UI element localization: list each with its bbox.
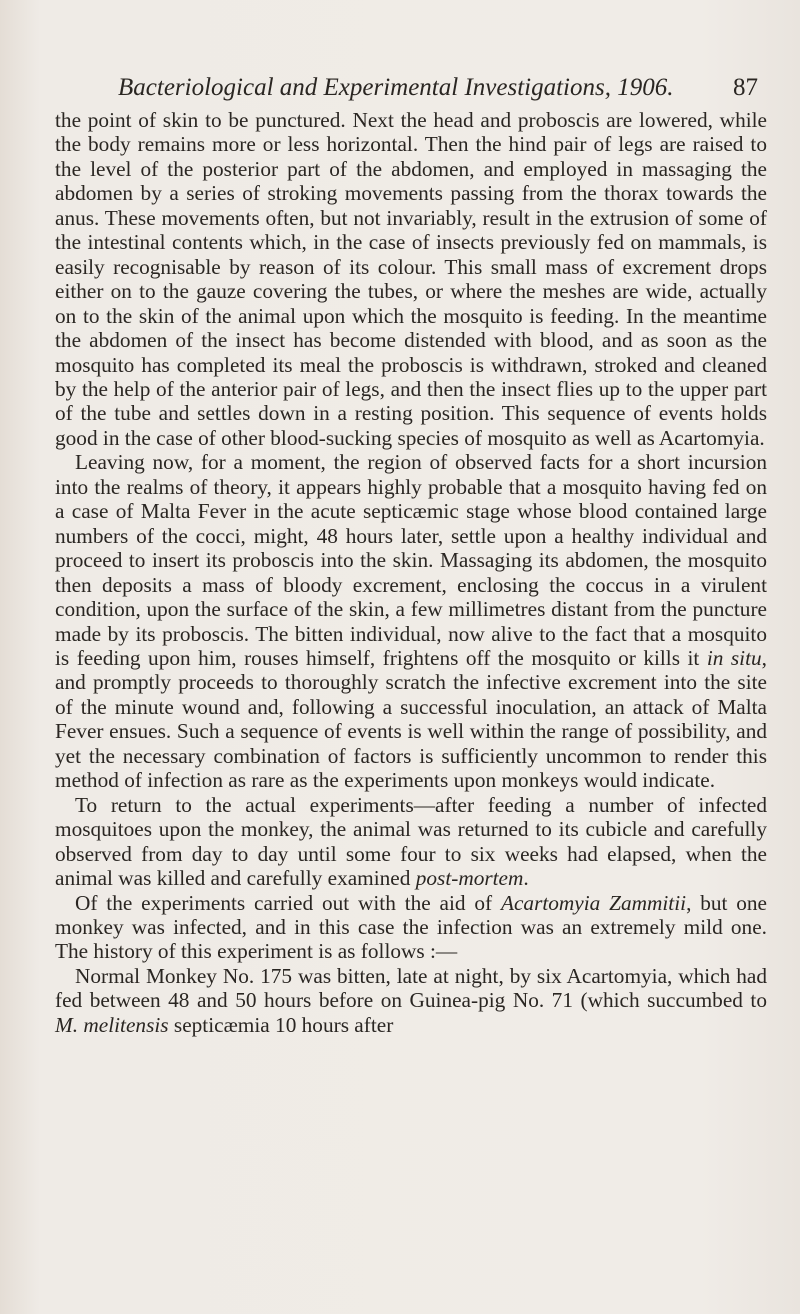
paragraph-3-italic: post-mortem [415,866,524,891]
running-header [118,70,758,106]
paragraph-5-text-b: septicæmia 10 hours after [168,1012,394,1037]
paragraph-3-text-a: To return to the actual experiments—after feeding a number of infected mosquitoes upon the monkey, the animal was returned to its cubicle and carefully observed from day to day until some four to six weeks had elapsed, when the animal was killed and carefully examined [55,792,767,891]
paragraph-3-text-b: . [523,866,529,891]
paragraph-4-text-b: , but one monkey was infected, and in this case the infection was an extremely mild one. The history of this experiment is as follows :— [55,890,767,964]
paragraph-5-italic: M. melitensis [55,1012,169,1037]
paragraph-2-text-b: , and promptly proceeds to thoroughly scratch the infective excrement into the site of the minute wound and, following a successful inoculation, an attack of Malta Fever ensues. Such a sequence of events is well within the range of possibility, and yet the necessary combination of factors is sufficiently uncommon to render this method of infection as rare as the experiments upon monkeys would indicate. [55,645,767,793]
page-number: 87 [733,74,758,101]
paragraph-4-italic: Acartomyia Zammitii [500,890,687,915]
paragraph-2 [55,450,767,792]
body-text [55,108,767,1037]
paragraph-5-text-a: Normal Monkey No. 175 was bitten, late at night, by six Acartomyia, which had fed between 48 and 50 hours before on Guinea-pig No. 71 (which succumbed to [55,963,767,1013]
paragraph-5 [55,964,767,1037]
paragraph-4-text-a: Of the experiments carried out with the aid of [75,890,501,915]
paragraph-2-italic: in situ [706,645,762,670]
paragraph-4 [55,891,767,964]
paragraph-1-text: the point of skin to be punctured. Next the head and proboscis are lowered, while the body remains more or less horizontal. Then the hind pair of legs are raised to the level of the posterior part of the abdomen, and employed in massaging the abdomen by a series of stroking movements passing from the thorax towards the anus. These movements often, but not invariably, result in the extrusion of some of the intestinal contents which, in the case of insects previously fed on mammals, is easily recognisable by reason of its colour. This small mass of excrement drops either on to the gauze covering the tubes, or where the meshes are wide, actually on to the skin of the animal upon which the mosquito is feeding. In the meantime the abdomen of the insect has become distended with blood, and as soon as the mosquito has completed its meal the proboscis is withdrawn, stroked and cleaned by the help of the anterior pair of legs, and then the insect flies up to the upper part of the tube and settles down in a resting position. This sequence of events holds good in the case of other blood-sucking species of mosquito as well as Acartomyia. [55,108,767,450]
paragraph-2-text-a: Leaving now, for a moment, the region of observed facts for a short incursion into the realms of theory, it appears highly probable that a mosquito having fed on a case of Malta Fever in the acute septicæmic stage whose blood contained large numbers of the cocci, might, 48 hours later, settle upon a healthy individual and proceed to insert its proboscis into the skin. Massaging its abdomen, the mosquito then deposits a mass of bloody excrement, enclosing the coccus in a virulent condition, upon the surface of the skin, a few millimetres distant from the puncture made by its proboscis. The bitten individual, now alive to the fact that a mosquito is feeding upon him, rouses himself, frightens off the mosquito or kills it [55,450,767,670]
paragraph-3 [55,793,767,891]
paragraph-1 [55,108,767,450]
running-title: Bacteriological and Experimental Investigations, 1906. [118,74,674,101]
